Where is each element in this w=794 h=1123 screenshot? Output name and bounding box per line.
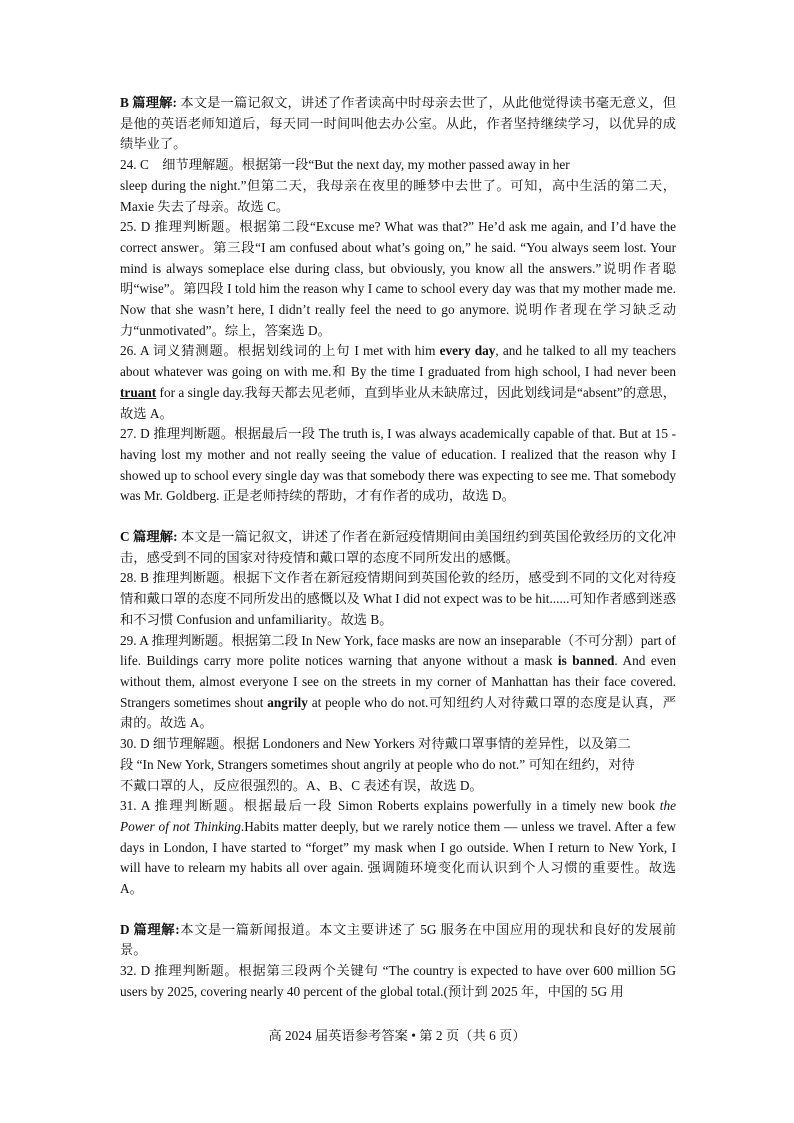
answer-32: 32. D 推理判断题。根据第三段两个关键句 “The country is expected to have over 600 million 5G users by 2025, covering nearly 40 percent of the global total.(预计到 2025 年，中国的 5G 用: [120, 963, 676, 999]
section-d-intro: D 篇理解:本文是一篇新闻报道。本文主要讲述了 5G 服务在中国应用的现状和良好的发展前景。: [120, 921, 676, 958]
section-c-intro: C 篇理解: 本文是一篇记叙文，讲述了作者在新冠疫情期间由美国纽约到英国伦敦经历的文化冲击，感受到不同的国家对待疫情和戴口罩的态度不同所发出的感慨。: [120, 529, 677, 565]
answer-31: 31. A 推理判断题。根据最后一段 Simon Roberts explains powerfully in a timely new book the Power of not Thinking.Habits matter deeply, but we rarely notice them — unless we travel. After a few days in London, I have started to “forget” my mask when I go outside. When I return to New York, I will have to relearn my habits all over again. 强调随环境变化而认识到个人习惯的重要性。故选 A。: [120, 798, 676, 897]
underlined-word: truant: [120, 384, 157, 400]
answer-27: 27. D 推理判断题。根据最后一段 The truth is, I was always academically capable of that. But at 15 - having lost my mother and not really seeing the value of education. I realized that the reason why I showed up to school every single day was that somebody there was expecting to see me. That somebody was Mr. Goldberg. 正是老师持续的帮助，才有作者的成功，故选 D。: [120, 426, 676, 504]
answer-page: [120, 93, 676, 1003]
page-footer: 高 2024 届英语参考答案 • 第 2 页（共 6 页）: [268, 1028, 526, 1043]
answer-28: 28. B 推理判断题。根据下文作者在新冠疫情期间到英国伦敦的经历，感受到不同的文化对待疫情和戴口罩的态度不同所发出的感慨以及 What I did not expect was to be hit......可知作者感到迷惑和不习惯 Confusion and unfamiliarity。故选 B。: [120, 570, 676, 627]
answer-30-line1: 30. D 细节理解题。根据 Londoners and New Yorkers 对待戴口罩事情的差异性，以及第二: [120, 736, 631, 752]
section-heading: C 篇理解:: [120, 529, 178, 545]
answer-25: 25. D 推理判断题。根据第二段“Excuse me? What was that?” He’d ask me again, and I’d have the correct answer。第三段“I am confused about what’s going on,” he said. “You always seem lost. Your mind is always someplace else during class, but obviously, you know all the answers.”说明作者聪明“wise”。第四段 I told him the reason why I came to school every day was that my mother made me. Now that she wasn’t here, I didn’t really feel the need to go anymore. 说明作者现在学习缺乏动力“unmotivated”。综上，答案选 D。: [120, 219, 676, 338]
answer-24-line1: 24. C 细节理解题。根据第一段“But the next day, my mother passed away in her: [120, 157, 570, 173]
answer-30-line3: 不戴口罩的人，反应很强烈的。A、B、C 表述有误，故选 D。: [120, 777, 483, 793]
section-heading: B 篇理解:: [120, 95, 177, 110]
section-b-intro: B 篇理解: 本文是一篇记叙文，讲述了作者读高中时母亲去世了，从此他觉得读书毫无意义，但是他的英语老师知道后，每天同一时间叫他去办公室。从此，作者坚持继续学习，以优异的成绩毕业了。: [120, 95, 676, 152]
answer-24-line2: sleep during the night.”但第二天，我母亲在夜里的睡梦中去世了。可知，高中生活的第二天，Maxie 失去了母亲。故选 C。: [120, 177, 676, 214]
answer-26: 26. A 词义猜测题。根据划线词的上句 I met with him every day, and he talked to all my teachers about whatever was going on with me.和 By the time I graduated from high school, I had never been truant for a single day.我每天都去见老师，直到毕业从未缺席过，因此划线词是“absent”的意思，故选 A。: [120, 343, 677, 421]
section-heading: D 篇理解:: [120, 921, 180, 937]
answer-30-line2: 段 “In New York, Strangers sometimes shout angrily at people who do not.” 可知在纽约，对待: [120, 756, 635, 772]
answer-29: 29. A 推理判断题。根据第二段 In New York, face masks are now an inseparable（不可分割）part of life. Buildings carry more polite notices warning that anyone without a mask is banned. And even without them, almost everyone I see on the streets in my corner of Manhattan has their face covered. Strangers sometimes shout angrily at people who do not.可知纽约人对待戴口罩的态度是认真，严肃的。故选 A。: [120, 632, 676, 731]
